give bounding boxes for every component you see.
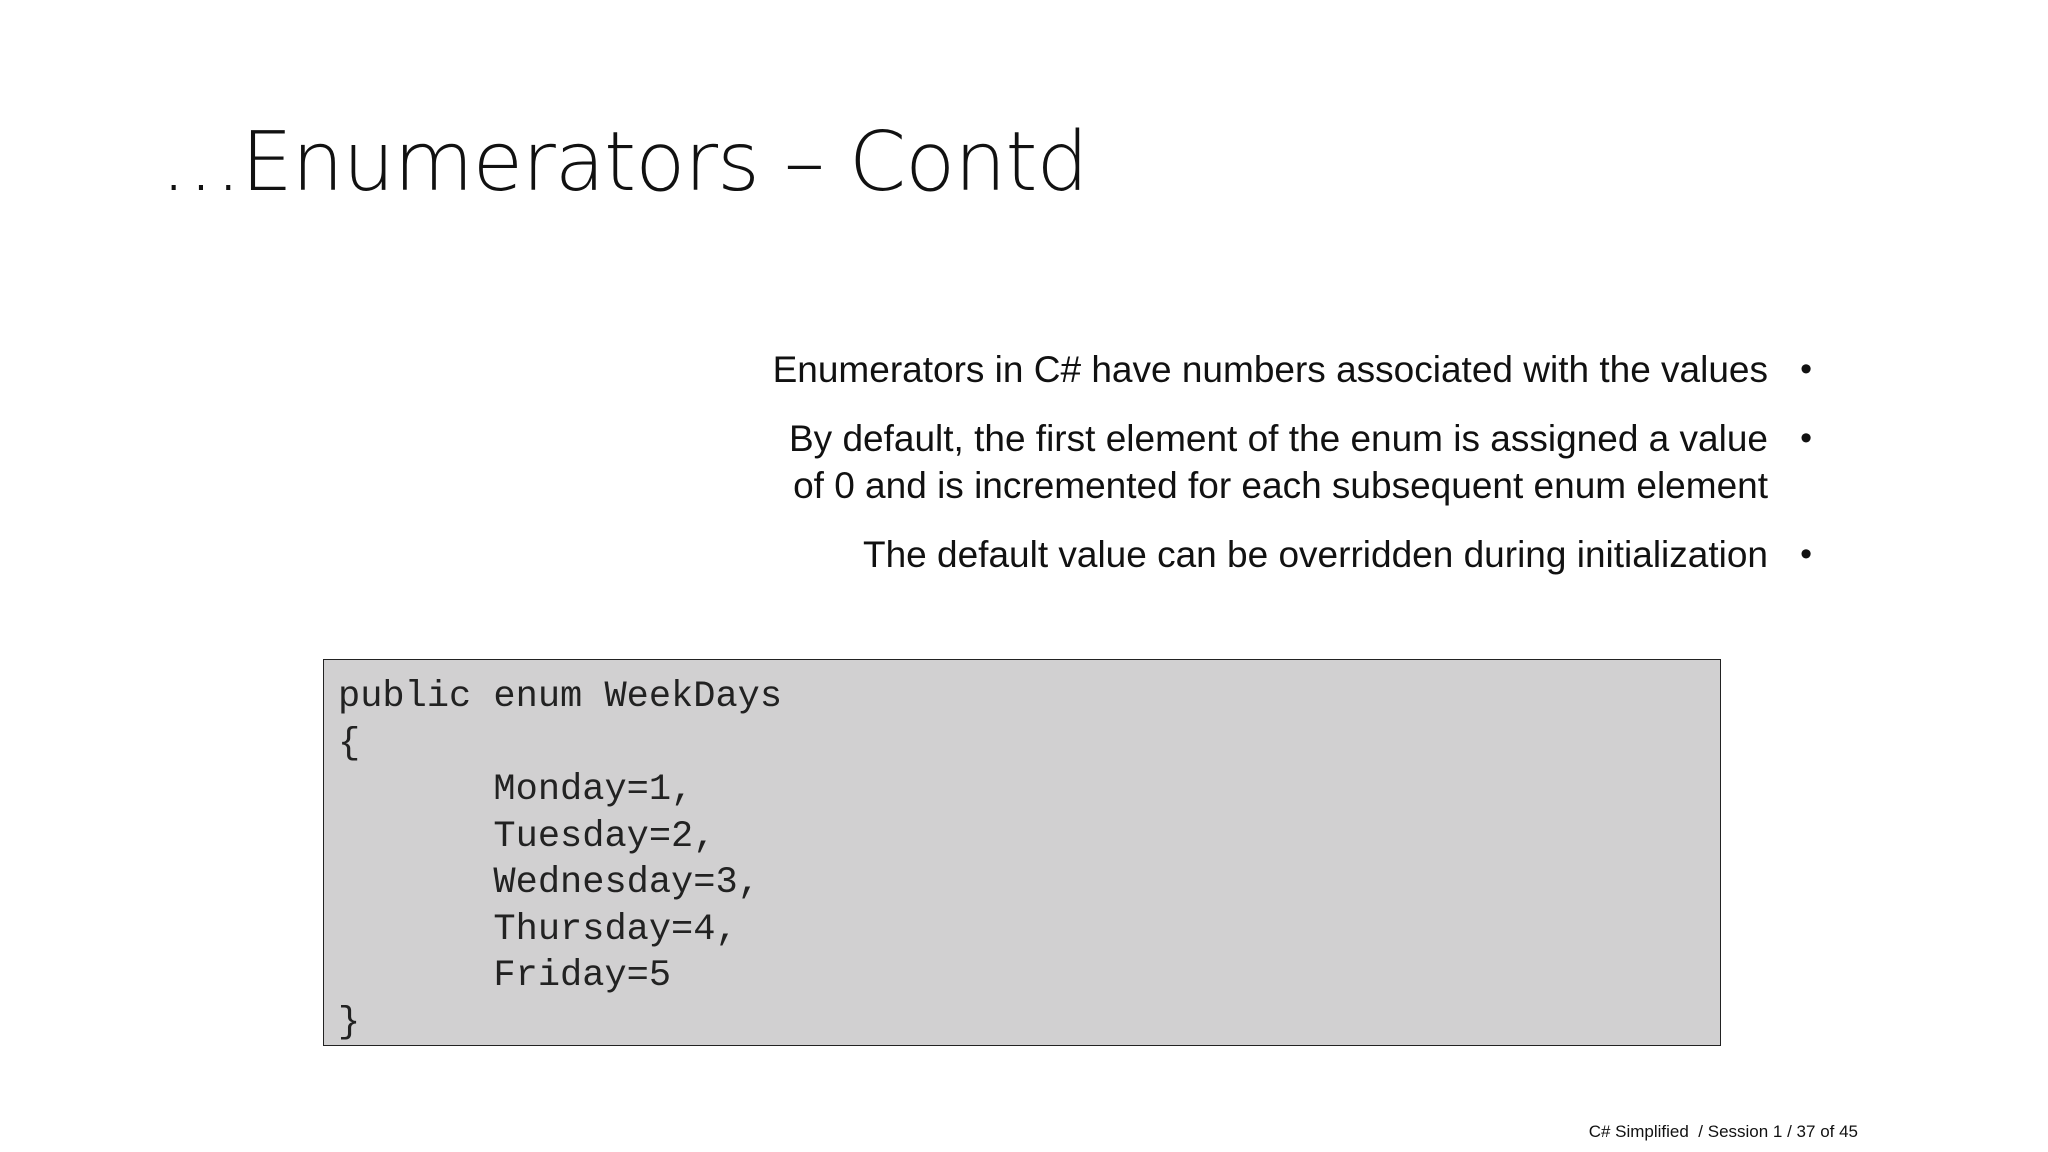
code-block: [323, 659, 1721, 1046]
bullet-text: Enumerators in C# have numbers associated with the values: [772, 349, 1768, 390]
bullet-item: [368, 531, 1812, 578]
code-line: }: [338, 1001, 361, 1044]
bullet-list: [368, 346, 1812, 600]
bullet-dot-icon: •: [1800, 535, 1812, 573]
bullet-text: The default value can be overridden during initialization: [862, 534, 1768, 575]
bullet-dot-icon: •: [1800, 419, 1812, 457]
bullet-item: [368, 415, 1812, 509]
slide-title: …Enumerators – Contd: [160, 115, 1088, 210]
code-line: Tuesday=2,: [338, 815, 716, 858]
code-line: Wednesday=3,: [338, 862, 760, 904]
code-line: Monday=1,: [338, 769, 694, 811]
bullet-item: [368, 346, 1812, 393]
slide-footer: C# Simplified / Session 1 / 37 of 45: [1588, 1122, 1858, 1141]
code-line: public enum WeekDays: [338, 676, 783, 718]
bullet-text: By default, the first element of the enum is assigned a value of 0 and is incremented for each subsequent enum element: [788, 418, 1768, 506]
code-line: Thursday=4,: [338, 908, 738, 951]
code-line: {: [338, 722, 361, 765]
code-line: Friday=5: [338, 955, 672, 997]
bullet-dot-icon: •: [1800, 350, 1812, 388]
